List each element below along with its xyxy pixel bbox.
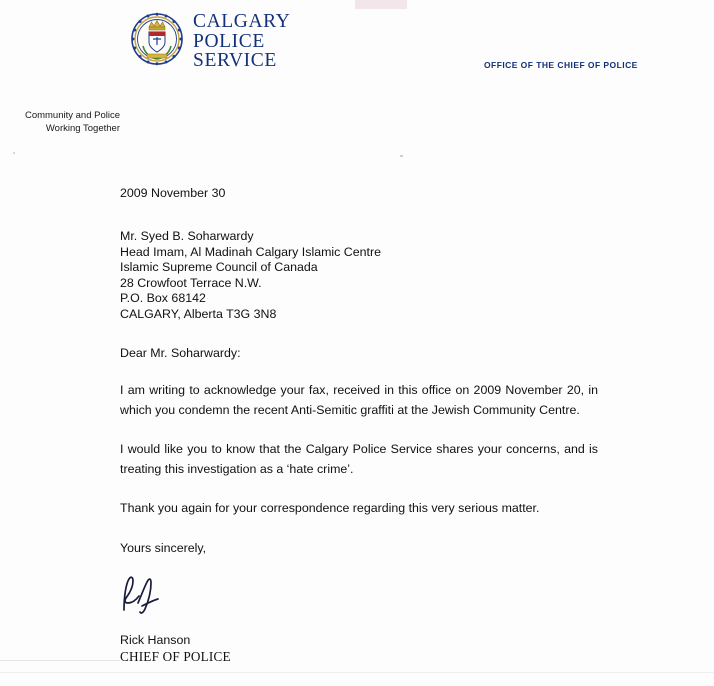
address-line: P.O. Box 68142 [120,291,206,306]
slogan-line-2: Working Together [45,123,120,134]
scan-edge-line [0,660,120,661]
organization-name [193,12,290,71]
body-paragraph-3: Thank you again for your correspondence regarding this very serious matter. [120,500,540,515]
address-line: Islamic Supreme Council of Canada [120,260,318,275]
slogan [10,109,120,135]
address-line: Head Imam, Al Madinah Calgary Islamic Centre [120,244,381,259]
handwritten-signature-icon [118,570,238,620]
office-of-the-chief-line: OFFICE OF THE CHIEF OF POLICE [484,60,638,70]
slogan-line-1: Community and Police [24,110,120,121]
calgary-police-crest-icon [131,10,183,68]
signer-name: Rick Hanson [120,633,191,647]
closing: Yours sincerely, [120,541,207,556]
recipient-address [120,229,598,323]
scan-speck [400,155,403,157]
letterhead [0,0,714,100]
body-paragraph-1: I am writing to acknowledge your fax, received in this office on 2009 November 20, in which you condemn the recent Anti-Semitic graffiti at the Jewish Community Centre. [120,382,598,418]
body-paragraph-2: I would like you to know that the Calgary Police Service shares your concerns, and is treating this investigation as a ‘hate crime’. [120,441,598,477]
salutation: Dear Mr. Soharwardy: [120,345,241,360]
org-line-3: SERVICE [193,50,277,71]
address-line: CALGARY, Alberta T3G 3N8 [120,306,277,321]
org-line-2: POLICE [193,30,265,52]
signer-block [120,632,231,665]
letter-date: 2009 November 30 [120,186,226,200]
signer-title: CHIEF OF POLICE [120,648,231,664]
address-line: 28 Crowfoot Terrace N.W. [120,275,262,290]
org-line-1: CALGARY [193,11,291,32]
scan-edge-line [0,672,714,673]
scan-speck [13,152,15,154]
address-line: Mr. Syed B. Soharwardy [120,229,254,243]
letter-body [120,185,598,556]
